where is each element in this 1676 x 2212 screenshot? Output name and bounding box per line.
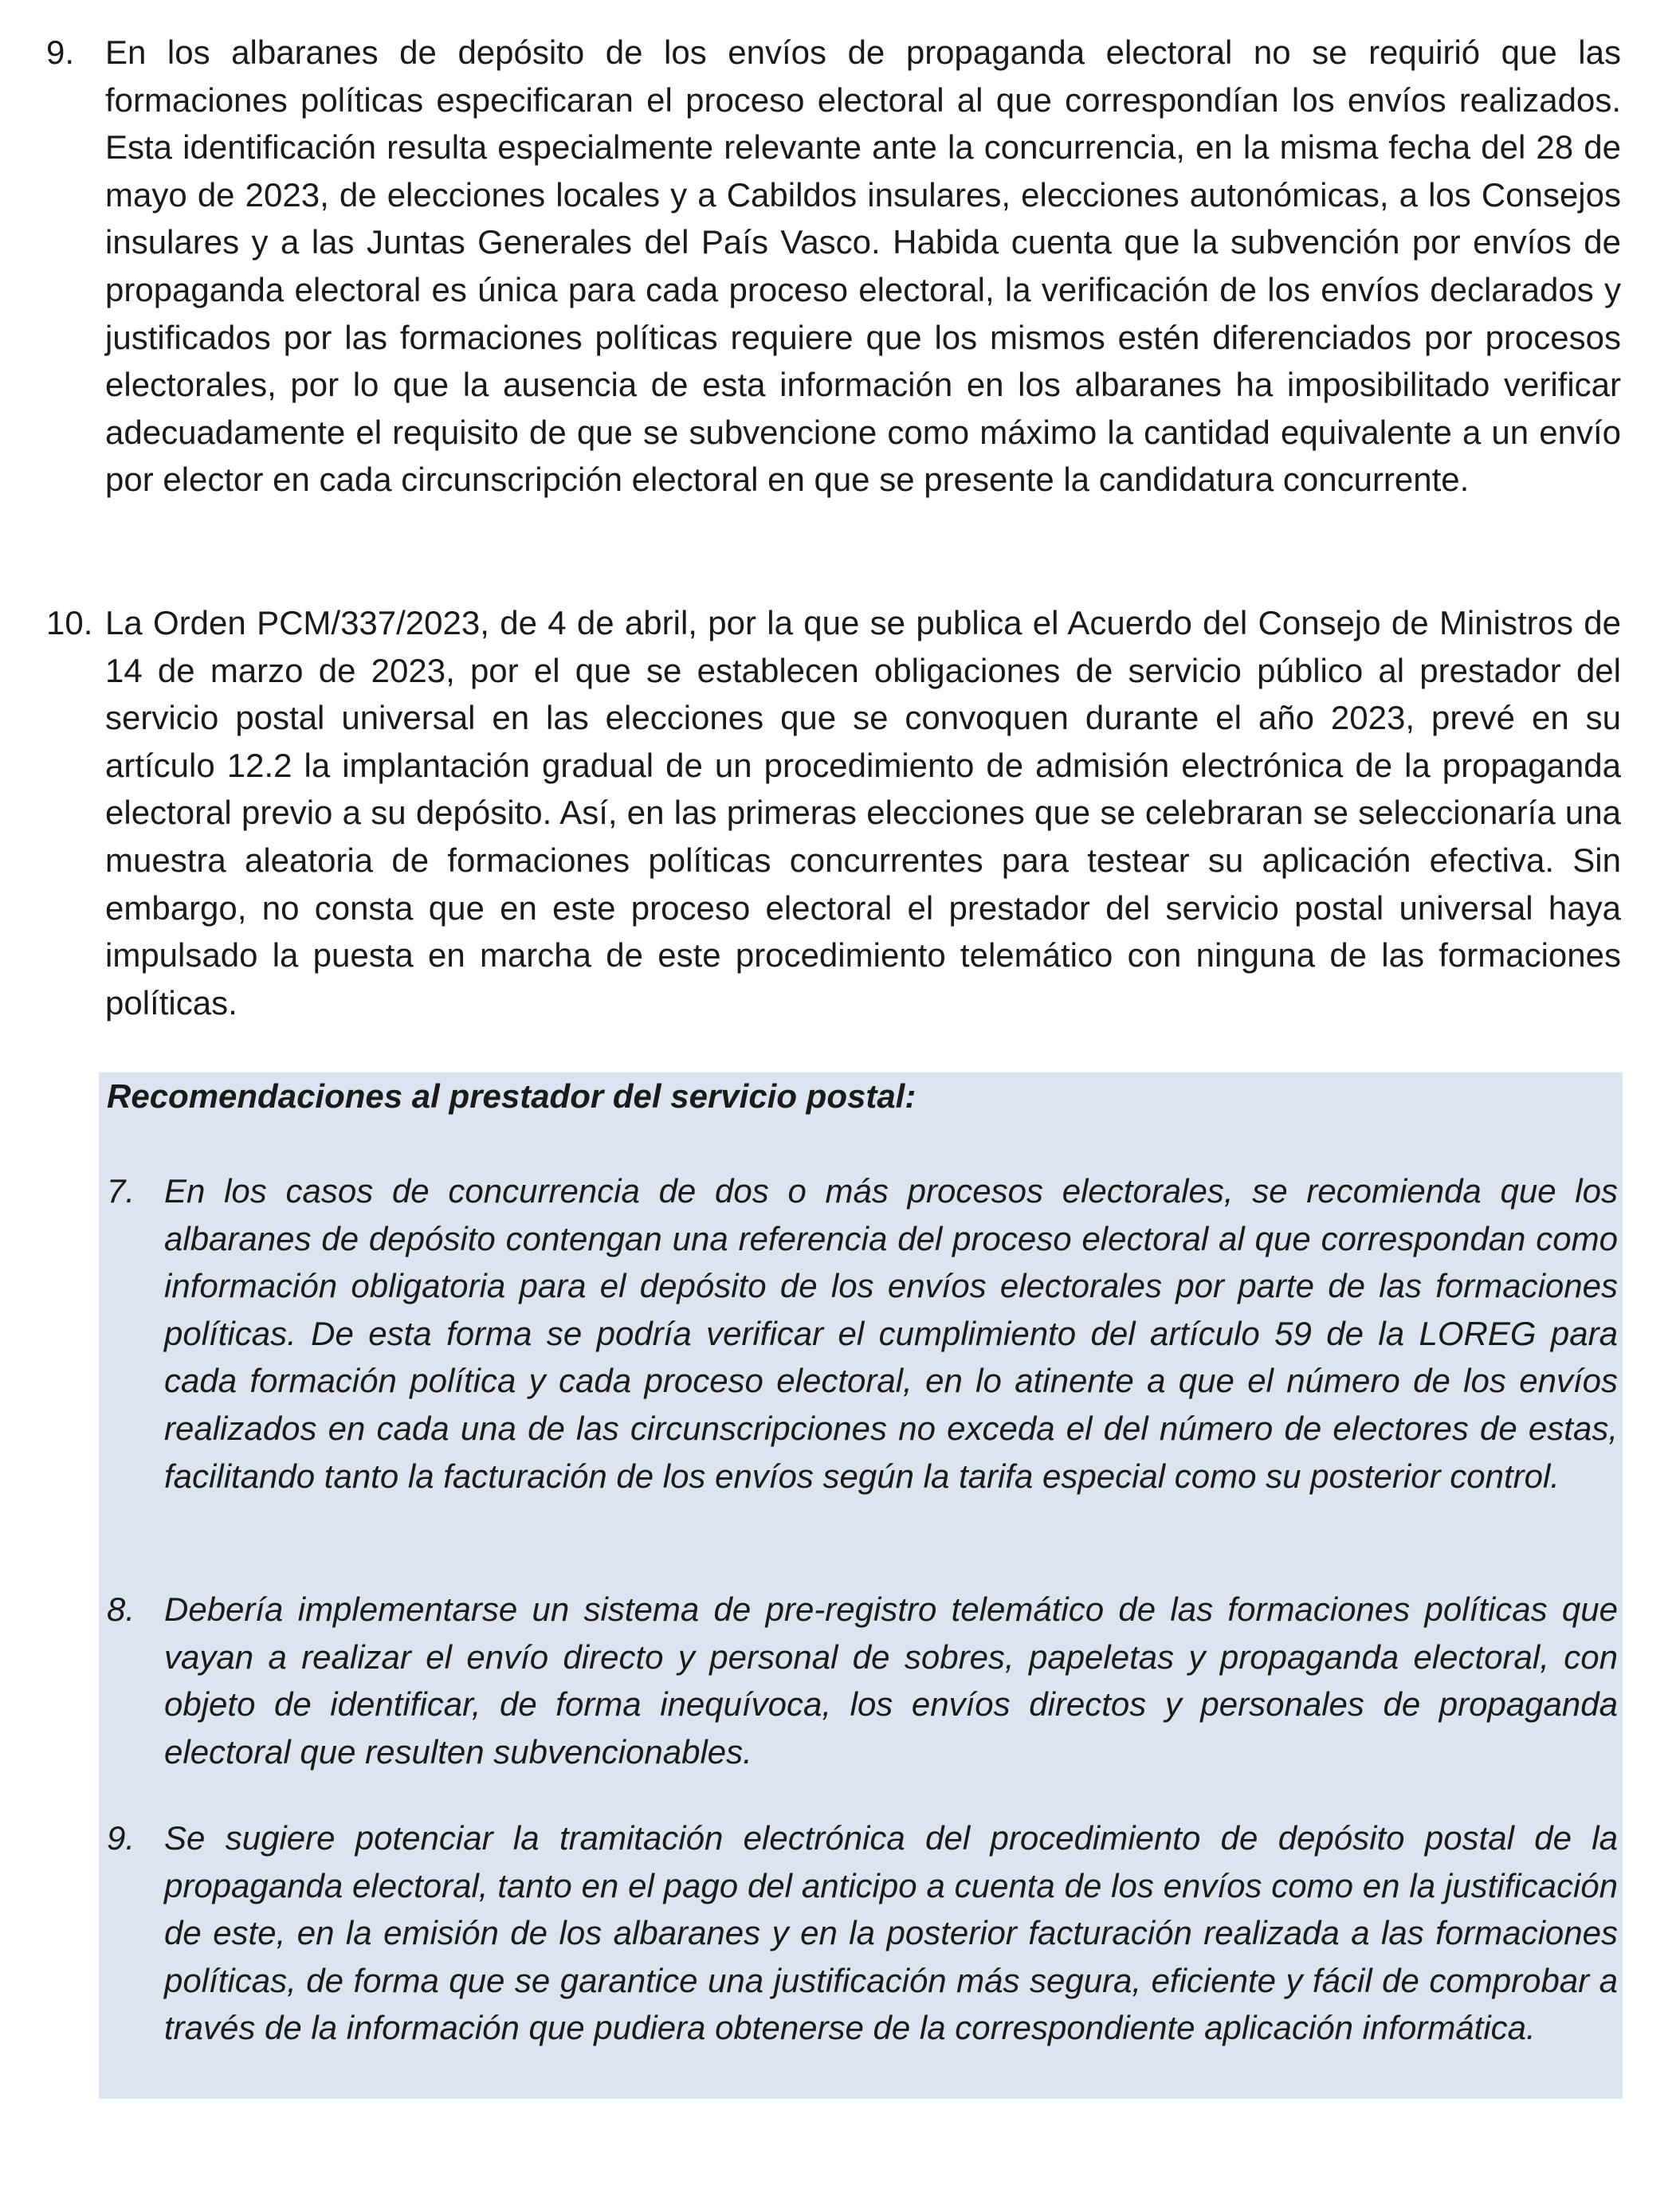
recommendations-title: Recomendaciones al prestador del servicio postal: [107,1077,917,1115]
finding-number: 10. [46,604,93,641]
recommendation-number: 7. [107,1172,135,1210]
recommendation-text: En los casos de concurrencia de dos o más procesos electorales, se recomienda que los albaranes de depósito contengan una referencia del proceso electoral al que correspondan como información obligatoria para el depósito de los envíos electorales por parte de las formaciones políticas. De esta forma se podría verificar el cumplimiento del artículo 59 de la LOREG para cada formación política y cada proceso electoral, en lo atinente a que el número de los envíos realizados en cada una de las circunscripciones no exceda el del número de electores de estas, facilitando tanto la facturación de los envíos según la tarifa especial como su posterior control. [164,1172,1618,1495]
recommendation-number: 8. [107,1590,135,1628]
recommendation-item-7 [107,1167,1618,1500]
recommendation-item-9 [107,1814,1618,2052]
recommendation-text: Debería implementarse un sistema de pre-registro telemático de las formaciones políticas que vayan a realizar el envío directo y personal de sobres, papeletas y propaganda electoral, con objeto de identificar, de forma inequívoca, los envíos directos y personales de propaganda electoral que resulten subvencionables. [164,1590,1618,1771]
finding-text: La Orden PCM/337/2023, de 4 de abril, por la que se publica el Acuerdo del Consejo de Ministros de 14 de marzo de 2023, por el que se establecen obligaciones de servicio público al prestador del servicio postal universal en las elecciones que se convoquen durante el año 2023, prevé en su artículo 12.2 la implantación gradual de un procedimiento de admisión electrónica de la propaganda electoral previo a su depósito. Así, en las primeras elecciones que se celebraran se seleccionaría una muestra aleatoria de formaciones políticas concurrentes para testear su aplicación efectiva. Sin embargo, no consta que en este proceso electoral el prestador del servicio postal universal haya impulsado la puesta en marcha de este procedimiento telemático con ninguna de las formaciones políticas. [105,604,1621,1022]
recommendation-number: 9. [107,1819,135,1857]
finding-item-9 [46,29,1621,504]
finding-item-10 [46,599,1621,1026]
finding-number: 9. [46,33,75,71]
recommendation-item-8 [107,1586,1618,1775]
recommendation-text: Se sugiere potenciar la tramitación electrónica del procedimiento de depósito postal de la propaganda electoral, tanto en el pago del anticipo a cuenta de los envíos como en la justificación de este, en la emisión de los albaranes y en la posterior facturación realizada a las formaciones políticas, de forma que se garantice una justificación más segura, eficiente y fácil de comprobar a través de la información que pudiera obtenerse de la correspondiente aplicación informática. [164,1819,1618,2047]
finding-text: En los albaranes de depósito de los envíos de propaganda electoral no se requirió que las formaciones políticas especificaran el proceso electoral al que correspondían los envíos realizados. Esta identificación resulta especialmente relevante ante la concurrencia, en la misma fecha del 28 de mayo de 2023, de elecciones locales y a Cabildos insulares, elecciones autonómicas, a los Consejos insulares y a las Juntas Generales del País Vasco. Habida cuenta que la subvención por envíos de propaganda electoral es única para cada proceso electoral, la verificación de los envíos declarados y justificados por las formaciones políticas requiere que los mismos estén diferenciados por procesos electorales, por lo que la ausencia de esta información en los albaranes ha imposibilitado verificar adecuadamente el requisito de que se subvencione como máximo la cantidad equivalente a un envío por elector en cada circunscripción electoral en que se presente la candidatura concurrente. [105,33,1621,499]
